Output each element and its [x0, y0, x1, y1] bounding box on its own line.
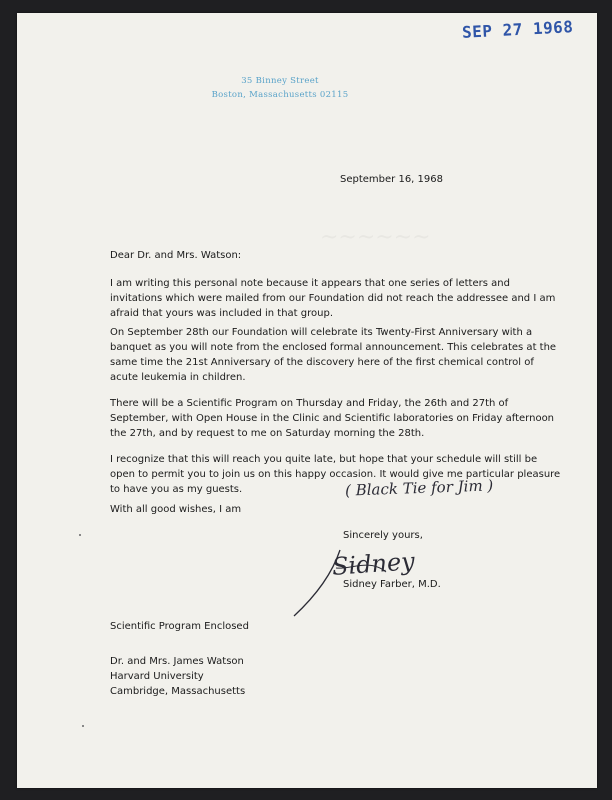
signer-name: Sidney Farber, M.D. — [343, 579, 441, 590]
paragraph-4: I recognize that this will reach you quite late, but hope that your schedule will still be open to permit you to join us on this happy occasion. It would give me particular pleasure to have you as my guests. — [110, 454, 561, 495]
address-line-3: Cambridge, Massachusetts — [110, 686, 246, 697]
received-date-stamp: SEP 27 1968 — [461, 17, 574, 42]
faint-show-through: ~~~~~~ — [320, 225, 431, 250]
address-line-2: Harvard University — [110, 671, 204, 682]
letterhead — [210, 74, 350, 102]
paragraph-1: I am writing this personal note because it appears that one series of letters and invitations which were mailed from our Foundation did not reach the addressee and I am afraid that yours was included in that group. — [110, 278, 556, 319]
letterhead-city: Boston, Massachusetts 02115 — [211, 90, 349, 100]
signoff: Sincerely yours, — [343, 530, 423, 541]
letterhead-street: 35 Binney Street — [241, 76, 319, 86]
recipient-address — [110, 654, 245, 699]
paper-speck — [79, 534, 81, 536]
closing: With all good wishes, I am — [110, 504, 242, 515]
letter-date: September 16, 1968 — [340, 174, 443, 185]
handwritten-note: ( Black Tie for Jim ) — [344, 476, 494, 500]
address-line-1: Dr. and Mrs. James Watson — [110, 656, 244, 667]
paragraph-3: There will be a Scientific Program on Thursday and Friday, the 26th and 27th of September, with Open House in the Clinic and Scientific laboratories on Friday afternoon the 27th, and by request to me on Saturday morning the 28th. — [110, 398, 555, 439]
paper-speck — [82, 725, 84, 727]
salutation: Dear Dr. and Mrs. Watson: — [110, 250, 242, 261]
signature: Sidney — [331, 547, 416, 581]
paragraph-2: On September 28th our Foundation will celebrate its Twenty-First Anniversary with a banquet as you will note from the enclosed formal announcement. This celebrates at the same time the 21st Anniversary of the discovery here of the first chemical control of acute leukemia in children. — [110, 327, 557, 383]
enclosure-note: Scientific Program Enclosed — [110, 621, 249, 632]
